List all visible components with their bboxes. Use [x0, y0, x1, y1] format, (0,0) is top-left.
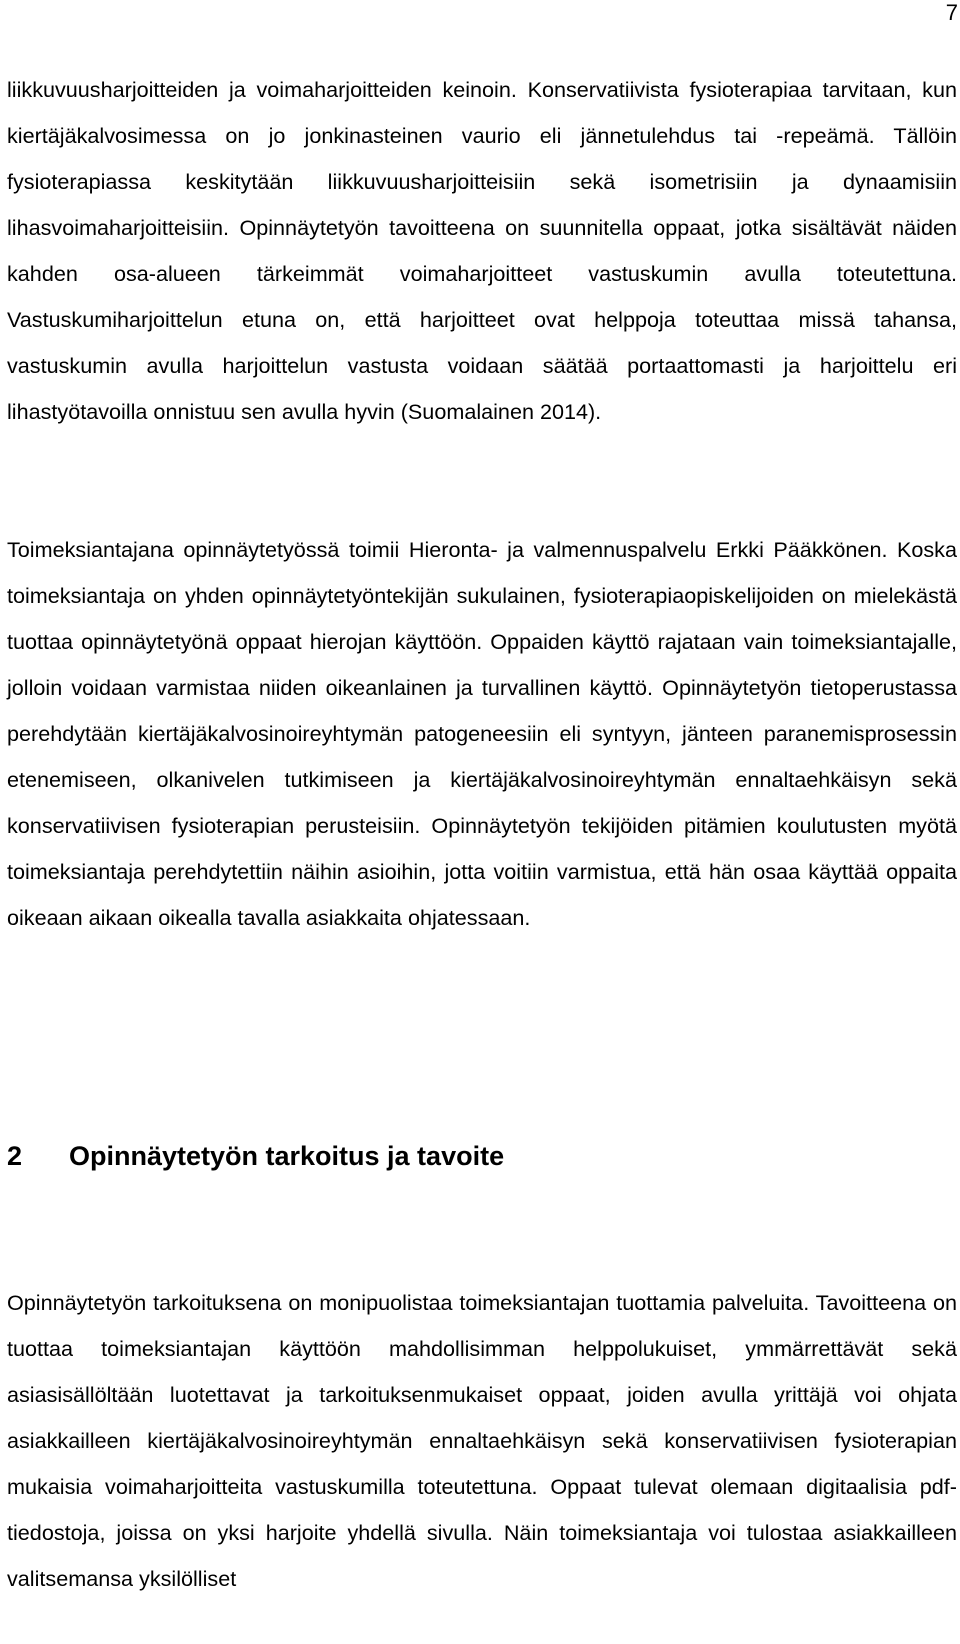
page-number: 7 [945, 0, 958, 25]
section-title: Opinnäytetyön tarkoitus ja tavoite [69, 1141, 505, 1171]
body-paragraph-1: liikkuvuusharjoitteiden ja voimaharjoitteiden keinoin. Konservatiivista fysioterapiaa tarvitaan, kun kiertäjäkalvosimessa on jo jonkinasteinen vaurio eli jännetulehdus tai -repeämä. Tällöin fysioterapiassa keskitytään liikkuvuusharjoitteisiin sekä isometrisiin ja dynaamisiin lihasvoimaharjoitteisiin. Opinnäytetyön tavoitteena on suunnitella oppaat, jotka sisältävät näiden kahden osa-alueen tärkeimmät voimaharjoitteet vastuskumin avulla toteutettuna. Vastuskumiharjoittelun etuna on, että harjoitteet ovat helppoja toteuttaa missä tahansa, vastuskumin avulla harjoittelun vastusta voidaan säätää portaattomasti ja harjoittelu eri lihastyötavoilla onnistuu sen avulla hyvin (Suomalainen 2014). [7, 77, 957, 424]
body-paragraph-3: Opinnäytetyön tarkoituksena on monipuolistaa toimeksiantajan tuottamia palveluita. Tavoitteena on tuottaa toimeksiantajan käyttöön mahdollisimman helppolukuiset, ymmärrettävät sekä asiasisällöltään luotettavat ja tarkoituksenmukaiset oppaat, joiden avulla yrittäjä voi ohjata asiakkailleen kiertäjäkalvosinoireyhtymän ennaltaehkäisyn sekä konservatiivisen fysioterapian mukaisia voimaharjoitteita vastuskumilla toteutettuna. Oppaat tulevat olemaan digitaalisia pdf-tiedostoja, joissa on yksi harjoite yhdellä sivulla. Näin toimeksiantaja voi tulostaa asiakkailleen valitsemansa yksilölliset [7, 1290, 957, 1591]
section-number: 2 [7, 1141, 23, 1171]
section-heading [7, 1136, 957, 1176]
body-paragraph-2: Toimeksiantajana opinnäytetyössä toimii Hieronta- ja valmennuspalvelu Erkki Pääkkönen. Koska toimeksiantaja on yhden opinnäytetyöntekijän sukulainen, fysioterapiaopiskelijoiden on mielekästä tuottaa opinnäytetyönä oppaat hierojan käyttöön. Oppaiden käyttö rajataan vain toimeksiantajalle, jolloin voidaan varmistaa niiden oikeanlainen ja turvallinen käyttö. Opinnäytetyön tietoperustassa perehdytään kiertäjäkalvosinoireyhtymän patogeneesiin eli syntyyn, jänteen paranemisprosessin etenemiseen, olkanivelen tutkimiseen ja kiertäjäkalvosinoireyhtymän ennaltaehkäisyn sekä konservatiivisen fysioterapian perusteisiin. Opinnäytetyön tekijöiden pitämien koulutusten myötä toimeksiantaja perehdytettiin näihin asioihin, jotta voitiin varmistua, että hän osaa käyttää oppaita oikeaan aikaan oikealla tavalla asiakkaita ohjatessaan. [7, 537, 957, 930]
